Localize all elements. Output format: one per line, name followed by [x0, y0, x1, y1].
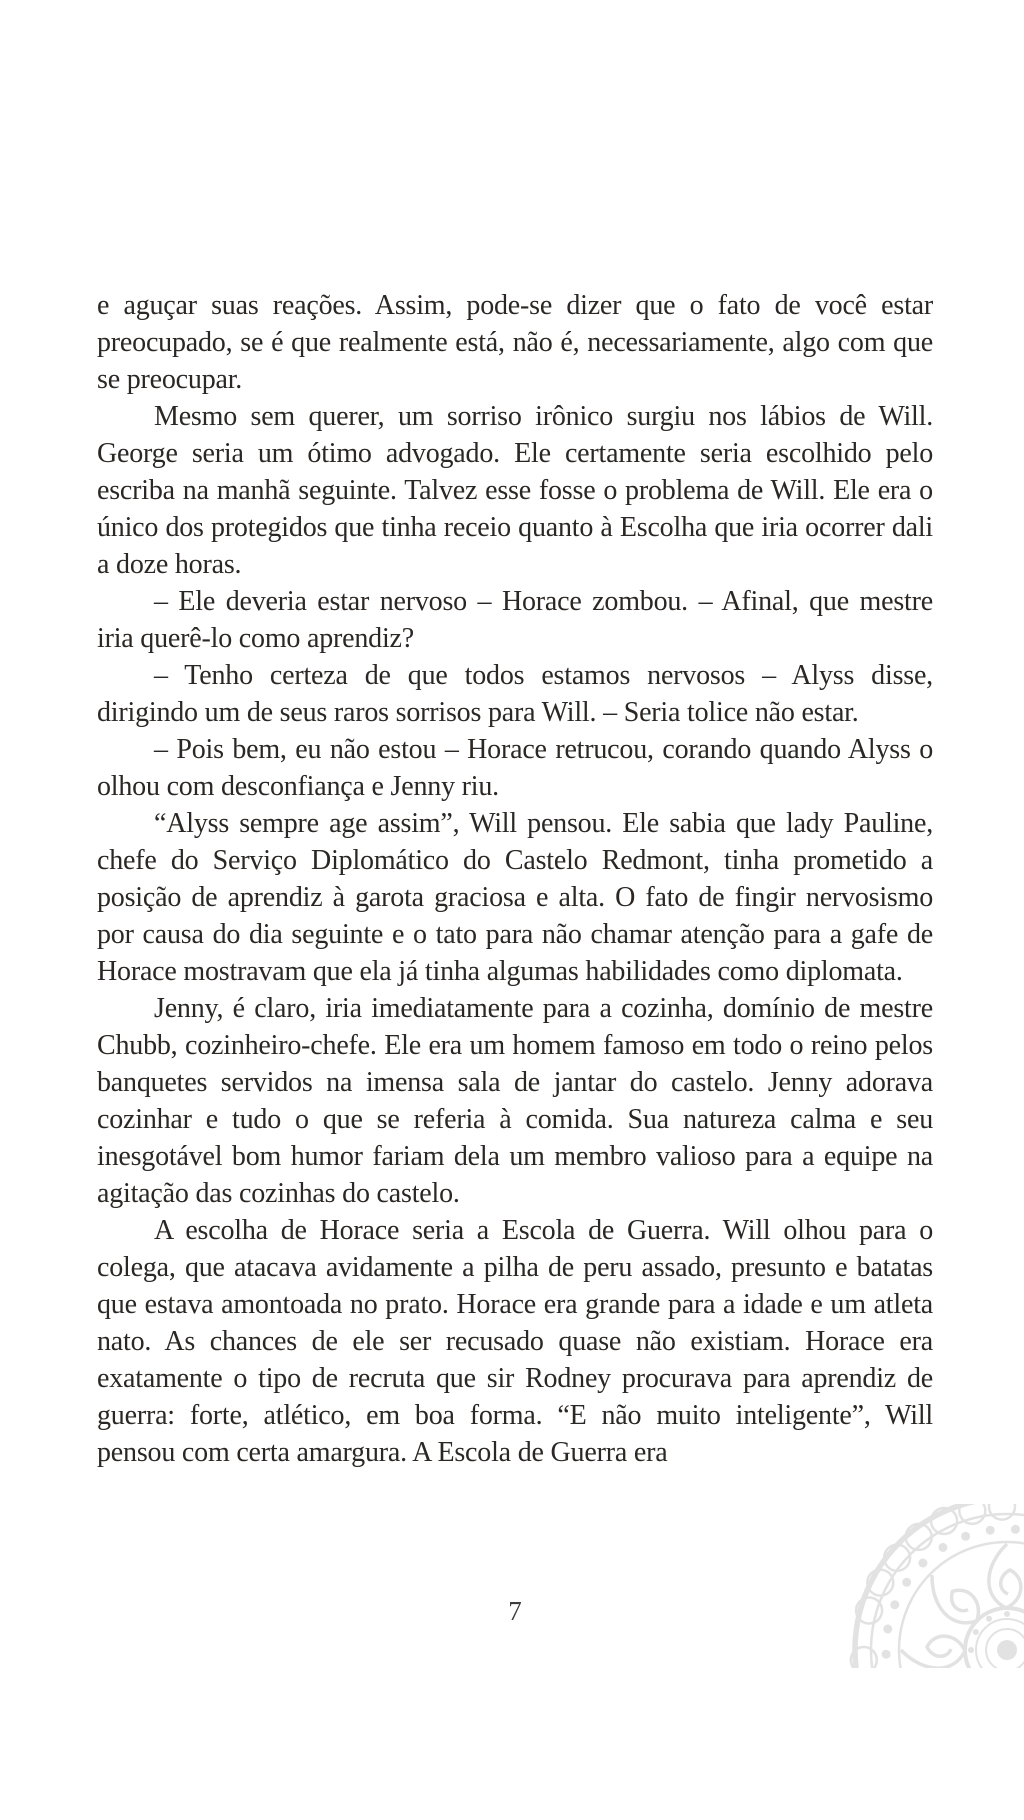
page-number: 7: [508, 1596, 522, 1626]
paragraph: – Tenho certeza de que todos estamos nervosos – Alyss disse, dirigindo um de seus raros sorrisos para Will. – Seria tolice não estar.: [97, 660, 933, 728]
paragraph: – Ele deveria estar nervoso – Horace zombou. – Afinal, que mestre iria querê-lo como aprendiz?: [97, 586, 933, 654]
page-text-block: [97, 287, 933, 1471]
paragraph: Jenny, é claro, iria imediatamente para a cozinha, domínio de mestre Chubb, cozinheiro-chefe. Ele era um homem famoso em todo o reino pelos banquetes servidos na imensa sala de jantar do castelo. Jenny adorava cozinhar e tudo o que se referia à comida. Sua natureza calma e seu inesgotável bom humor fariam dela um membro valioso para a equipe na agitação das cozinhas do castelo.: [97, 993, 933, 1209]
corner-ornament-icon: [838, 1504, 1024, 1668]
paragraph: Mesmo sem querer, um sorriso irônico surgiu nos lábios de Will. George seria um ótimo advogado. Ele certamente seria escolhido pelo escriba na manhã seguinte. Talvez esse fosse o problema de Will. Ele era o único dos protegidos que tinha receio quanto à Escolha que iria ocorrer dali a doze horas.: [97, 401, 933, 580]
paragraph: e aguçar suas reações. Assim, pode-se dizer que o fato de você estar preocupado, se é que realmente está, não é, necessariamente, algo com que se preocupar.: [97, 290, 933, 395]
paragraph: “Alyss sempre age assim”, Will pensou. Ele sabia que lady Pauline, chefe do Serviço Diplomático do Castelo Redmont, tinha prometido a posição de aprendiz à garota graciosa e alta. O fato de fingir nervosismo por causa do dia seguinte e o tato para não chamar atenção para a gafe de Horace mostravam que ela já tinha algumas habilidades como diplomata.: [97, 808, 933, 987]
paragraph: – Pois bem, eu não estou – Horace retrucou, corando quando Alyss o olhou com desconfiança e Jenny riu.: [97, 734, 933, 802]
paragraph: A escolha de Horace seria a Escola de Guerra. Will olhou para o colega, que atacava avidamente a pilha de peru assado, presunto e batatas que estava amontoada no prato. Horace era grande para a idade e um atleta nato. As chances de ele ser recusado quase não existiam. Horace era exatamente o tipo de recruta que sir Rodney procurava para aprendiz de guerra: forte, atlético, em boa forma. “E não muito inteligente”, Will pensou com certa amargura. A Escola de Guerra era: [97, 1215, 933, 1468]
